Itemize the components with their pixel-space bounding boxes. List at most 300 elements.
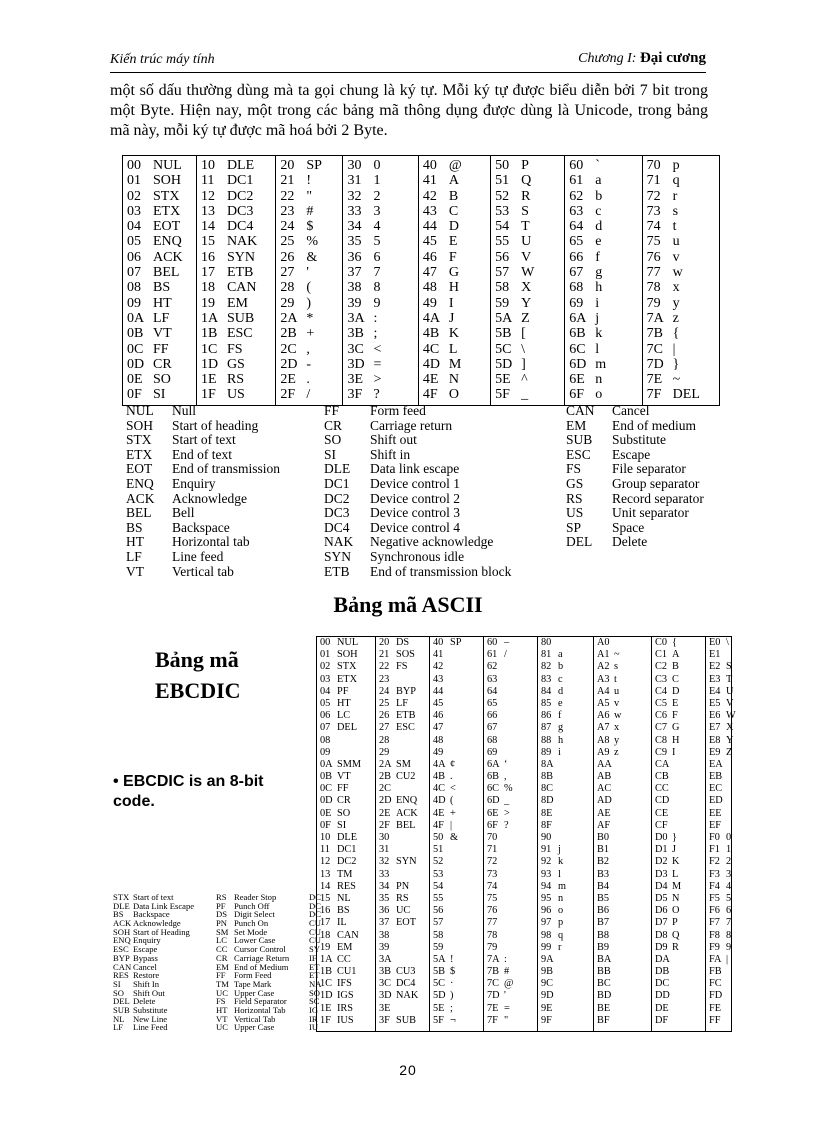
ebcdic-char: CAN	[337, 929, 359, 941]
ebcdic-code: F5	[709, 892, 720, 904]
ascii-cell	[127, 173, 192, 188]
small-legend-entry: SO	[309, 987, 320, 998]
ebcdic-cell	[652, 1015, 706, 1027]
ebcdic-cell	[706, 649, 732, 661]
ascii-code: 35	[347, 234, 362, 250]
ebcdic-cell	[652, 710, 706, 722]
ebcdic-code: A5	[597, 697, 610, 709]
ebcdic-cell	[538, 930, 594, 942]
ascii-cell	[127, 342, 192, 357]
ebcdic-cell	[430, 966, 484, 978]
ebcdic-code: E4	[709, 685, 721, 697]
small-legend-entry: CU	[309, 935, 321, 946]
ebcdic-cell	[538, 771, 594, 783]
ebcdic-code: 7F	[487, 1014, 498, 1026]
ascii-cell	[423, 357, 486, 372]
ebcdic-code: 8C	[541, 783, 554, 795]
legend-desc: File separator	[612, 461, 686, 477]
ascii-cell	[347, 173, 413, 188]
ascii-char: T	[521, 219, 530, 235]
ebcdic-code: B9	[597, 941, 610, 953]
ebcdic-code: 00	[320, 637, 331, 648]
ascii-char: SI	[153, 387, 166, 403]
ebcdic-cell	[538, 661, 594, 673]
ebcdic-code: 15	[320, 892, 331, 904]
ascii-cell	[647, 311, 715, 326]
ebcdic-code: 26	[379, 710, 390, 722]
legend-row	[324, 419, 511, 434]
ebcdic-cell	[376, 710, 430, 722]
ascii-char: !	[306, 173, 312, 189]
ascii-cell	[647, 280, 715, 295]
ascii-code: 4A	[422, 310, 440, 326]
ascii-code: 77	[646, 265, 661, 281]
ascii-cell	[495, 158, 560, 173]
ascii-char: q	[672, 173, 680, 189]
ebcdic-char: W	[726, 710, 736, 722]
small-legend-entry: Escape	[133, 944, 158, 955]
ebcdic-code: 63	[487, 673, 498, 685]
ascii-column	[123, 156, 197, 406]
ebcdic-char: &	[450, 832, 459, 843]
ascii-cell	[423, 173, 486, 188]
ebcdic-cell	[376, 966, 430, 978]
small-legend-entry: Horizontal Tab	[234, 1004, 286, 1015]
ebcdic-cell	[376, 881, 430, 893]
small-legend-entry: Restore	[133, 970, 160, 981]
ebcdic-cell	[594, 674, 652, 686]
ebcdic-cell	[538, 722, 594, 734]
ascii-char: y	[672, 295, 680, 311]
ebcdic-cell	[317, 710, 375, 722]
ascii-cell	[569, 173, 637, 188]
ascii-code: 23	[280, 203, 295, 219]
legend-row	[566, 448, 704, 463]
ascii-char: ?	[373, 387, 380, 403]
small-legend-entry: Tape Mark	[234, 978, 272, 989]
ebcdic-cell	[706, 832, 732, 844]
ebcdic-code: 94	[541, 880, 552, 892]
ascii-char: x	[672, 280, 680, 296]
ebcdic-cell	[652, 759, 706, 771]
ascii-code: 4E	[422, 372, 439, 388]
ebcdic-char: ‘	[504, 758, 508, 770]
ascii-cell	[201, 326, 271, 341]
ascii-cell	[201, 189, 271, 204]
ascii-code: 74	[646, 219, 661, 235]
ebcdic-code: 8B	[541, 771, 554, 783]
small-legend-entry: PF	[216, 900, 226, 911]
ebcdic-code: 8A	[541, 758, 554, 770]
legend-abbr: ACK	[126, 490, 155, 506]
ebcdic-code: 19	[320, 941, 331, 953]
ebcdic-code: 51	[433, 844, 444, 856]
ascii-cell	[347, 204, 413, 219]
ebcdic-char: d	[558, 685, 564, 697]
ebcdic-char: #	[504, 966, 510, 978]
ebcdic-code: D1	[655, 844, 668, 856]
ebcdic-char: IUS	[337, 1014, 354, 1026]
ascii-code: 69	[569, 295, 584, 311]
ebcdic-cell	[317, 856, 375, 868]
ascii-cell	[201, 357, 271, 372]
ebcdic-cell	[484, 649, 538, 661]
ascii-code: 6D	[569, 356, 587, 372]
ascii-char: SOH	[153, 173, 182, 189]
small-legend-entry: UC	[216, 1022, 228, 1033]
ascii-code: 42	[422, 188, 437, 204]
legend-desc: Start of text	[172, 432, 236, 448]
small-legend-entry: Reader Stop	[234, 892, 277, 902]
ebcdic-code: C2	[655, 661, 668, 673]
ascii-cell	[569, 387, 637, 402]
ebcdic-char: s	[614, 661, 619, 673]
ascii-code: 56	[495, 249, 510, 265]
ebcdic-column	[651, 637, 706, 1031]
ascii-cell	[201, 219, 271, 234]
ebcdic-char: CU1	[337, 966, 357, 978]
ebcdic-code: 0B	[320, 771, 333, 783]
ebcdic-cell	[538, 783, 594, 795]
legend-row	[324, 535, 511, 550]
ebcdic-cell	[594, 771, 652, 783]
ascii-code: 11	[200, 173, 215, 189]
ascii-code: 34	[347, 219, 362, 235]
ebcdic-cell	[538, 844, 594, 856]
legend-desc: Device control 1	[370, 475, 460, 491]
ebcdic-code: 6B	[487, 771, 500, 783]
ebcdic-char: .	[450, 771, 453, 783]
legend-abbr: ETB	[324, 563, 350, 579]
ascii-char: Z	[521, 310, 530, 326]
ascii-code: 78	[646, 280, 661, 296]
ebcdic-cell	[706, 722, 732, 734]
ascii-cell	[495, 189, 560, 204]
small-legend-entry: Digit Select	[234, 909, 275, 920]
ebcdic-char: ?	[504, 819, 509, 831]
legend-abbr: NAK	[324, 534, 354, 550]
ascii-cell	[569, 219, 637, 234]
legend-row	[126, 521, 280, 536]
ascii-cell	[569, 311, 637, 326]
ebcdic-cell	[484, 893, 538, 905]
ebcdic-cell	[484, 637, 538, 649]
ebcdic-code: E5	[709, 697, 721, 709]
ascii-code: 73	[646, 203, 661, 219]
legend-desc: Carriage return	[370, 417, 453, 433]
ebcdic-small-legend	[113, 892, 322, 1033]
ebcdic-cell	[594, 893, 652, 905]
ebcdic-code: FC	[709, 978, 722, 990]
ebcdic-cell	[484, 661, 538, 673]
ascii-cell	[423, 311, 486, 326]
ascii-code: 68	[569, 280, 584, 296]
ebcdic-char: |	[726, 953, 729, 965]
ebcdic-char: DLE	[337, 832, 358, 843]
ebcdic-cell	[430, 978, 484, 990]
ebcdic-cell	[317, 674, 375, 686]
ebcdic-cell	[317, 795, 375, 807]
ebcdic-char: L	[672, 868, 679, 880]
legend-row	[324, 550, 511, 565]
legend-abbr: DLE	[324, 461, 351, 477]
ebcdic-title-line2: EBCDIC	[155, 678, 241, 703]
ascii-code: 64	[569, 219, 584, 235]
ascii-code: 72	[646, 188, 661, 204]
legend-desc: Record separator	[612, 490, 704, 506]
legend-abbr: NUL	[126, 403, 154, 418]
ebcdic-char: q	[558, 929, 564, 941]
ebcdic-char: IFS	[337, 978, 352, 990]
ascii-code: 6C	[569, 341, 586, 357]
ebcdic-code: 5A	[433, 953, 446, 965]
ascii-char: h	[595, 280, 603, 296]
legend-abbr: CR	[324, 417, 343, 433]
legend-abbr: DC2	[324, 490, 350, 506]
ebcdic-cell	[538, 966, 594, 978]
ebcdic-cell	[430, 881, 484, 893]
ascii-char: GS	[226, 356, 245, 372]
ebcdic-cell	[317, 747, 375, 759]
legend-abbr: RS	[566, 490, 583, 506]
ascii-cell	[423, 234, 486, 249]
legend-abbr: SI	[324, 446, 337, 462]
ascii-code: 27	[280, 265, 295, 281]
ebcdic-code: 88	[541, 734, 552, 746]
ascii-char: ^	[521, 372, 528, 388]
ebcdic-code: B7	[597, 917, 610, 929]
ascii-code: 28	[280, 280, 295, 296]
ebcdic-code: 70	[487, 832, 498, 843]
ebcdic-cell	[430, 856, 484, 868]
ebcdic-char: "	[504, 1014, 509, 1026]
ascii-code: 3E	[347, 372, 364, 388]
ascii-cell	[495, 173, 560, 188]
ascii-cell	[127, 387, 192, 402]
legend-row	[324, 448, 511, 463]
legend-desc: End of medium	[612, 417, 696, 433]
ascii-code: 71	[646, 173, 661, 189]
legend-abbr: VT	[126, 563, 144, 579]
ascii-char: FS	[226, 341, 243, 357]
legend-desc: Device control 4	[370, 519, 460, 535]
ebcdic-cell	[706, 1015, 732, 1027]
ascii-cell	[280, 311, 338, 326]
legend-desc: Acknowledge	[172, 490, 247, 506]
ebcdic-char: =	[504, 1002, 510, 1014]
small-legend-entry: New Line	[133, 1013, 168, 1024]
ebcdic-cell	[706, 990, 732, 1002]
ebcdic-code: 8F	[541, 819, 552, 831]
ebcdic-cell	[706, 759, 732, 771]
ascii-code: 7E	[646, 372, 663, 388]
ebcdic-code: EC	[709, 783, 723, 795]
ascii-code: 2A	[280, 310, 298, 326]
small-legend-entry: SO	[113, 987, 124, 998]
ascii-char: V	[521, 249, 532, 265]
ebcdic-code: E7	[709, 722, 721, 734]
ebcdic-cell	[652, 661, 706, 673]
ebcdic-code: 60	[487, 637, 498, 648]
ebcdic-char: \	[726, 637, 729, 648]
ascii-cell	[201, 342, 271, 357]
ebcdic-code: 1A	[320, 953, 333, 965]
small-legend-entry: SY	[309, 944, 320, 955]
ebcdic-code: E1	[709, 649, 721, 661]
ebcdic-cell	[317, 698, 375, 710]
ebcdic-cell	[652, 735, 706, 747]
ebcdic-code: FF	[709, 1014, 721, 1026]
ebcdic-cell	[538, 893, 594, 905]
ascii-char: {	[672, 326, 680, 342]
ebcdic-code: 46	[433, 710, 444, 722]
ascii-cell	[127, 311, 192, 326]
small-legend-entry: ESC	[113, 944, 129, 955]
ebcdic-code: 5B	[433, 966, 446, 978]
ebcdic-cell	[317, 649, 375, 661]
small-legend-entry: CC	[216, 944, 228, 955]
ebcdic-code: 77	[487, 917, 498, 929]
legend-desc: Shift out	[370, 432, 417, 448]
ebcdic-code: B3	[597, 868, 610, 880]
ebcdic-code: F8	[709, 929, 720, 941]
ebcdic-char: PN	[396, 880, 410, 892]
ebcdic-code: 68	[487, 734, 498, 746]
ebcdic-column	[429, 637, 484, 1031]
small-legend-entry: VT	[216, 1013, 228, 1024]
ebcdic-code: 39	[379, 941, 390, 953]
ascii-cell	[569, 204, 637, 219]
ebcdic-char: HT	[337, 697, 351, 709]
ebcdic-char: /	[504, 649, 507, 661]
ebcdic-char: 5	[726, 892, 732, 904]
ebcdic-code: A9	[597, 746, 610, 758]
ebcdic-code: 0E	[320, 807, 332, 819]
ebcdic-code: A8	[597, 734, 610, 746]
ebcdic-code: B4	[597, 880, 610, 892]
ebcdic-cell	[317, 832, 375, 844]
ascii-cell	[347, 326, 413, 341]
ebcdic-char: n	[558, 892, 564, 904]
ascii-code: 4C	[422, 341, 440, 357]
ascii-code: 65	[569, 234, 584, 250]
ebcdic-code: 38	[379, 929, 390, 941]
ebcdic-cell	[706, 783, 732, 795]
ascii-char: r	[672, 188, 678, 204]
small-legend-entry: Form Feed	[234, 970, 272, 981]
ebcdic-char: j	[558, 844, 561, 856]
small-legend-entry: FF	[216, 970, 226, 981]
ebcdic-code: 2A	[379, 758, 392, 770]
ebcdic-char: STX	[337, 661, 357, 673]
ebcdic-cell	[594, 795, 652, 807]
ebcdic-char: SUB	[396, 1014, 417, 1026]
legend-abbr: HT	[126, 534, 144, 550]
ebcdic-code: E3	[709, 673, 721, 685]
ascii-cell	[280, 372, 338, 387]
ebcdic-cell	[430, 747, 484, 759]
ebcdic-code: C8	[655, 734, 668, 746]
legend-desc: Horizontal tab	[172, 534, 250, 550]
ebcdic-char: EOT	[396, 917, 417, 929]
ebcdic-cell	[430, 783, 484, 795]
ebcdic-cell	[376, 698, 430, 710]
ascii-code: 76	[646, 249, 661, 265]
ebcdic-cell	[376, 930, 430, 942]
ebcdic-cell	[430, 771, 484, 783]
ascii-cell	[347, 219, 413, 234]
ebcdic-code: F6	[709, 905, 720, 917]
ebcdic-code: 2E	[379, 807, 391, 819]
legend-desc: Enquiry	[172, 475, 216, 491]
ebcdic-char: RS	[396, 892, 409, 904]
ebcdic-code: 50	[433, 832, 444, 843]
ascii-code: 75	[646, 234, 661, 250]
ebcdic-cell	[376, 856, 430, 868]
ebcdic-code: EB	[709, 771, 723, 783]
ascii-column	[565, 156, 642, 406]
ascii-char: DC1	[226, 173, 254, 189]
ascii-cell	[201, 372, 271, 387]
ebcdic-cell	[317, 686, 375, 698]
ebcdic-cell	[430, 954, 484, 966]
ascii-cell	[347, 234, 413, 249]
ascii-cell	[647, 387, 715, 402]
ebcdic-char: (	[450, 795, 454, 807]
ebcdic-code: D2	[655, 856, 668, 868]
ascii-char: }	[672, 356, 680, 372]
ebcdic-code: EE	[709, 807, 722, 819]
ascii-char: u	[672, 234, 680, 250]
ebcdic-cell	[594, 917, 652, 929]
ebcdic-cell	[484, 942, 538, 954]
ebcdic-cell	[376, 1015, 430, 1027]
ebcdic-code: 37	[379, 917, 390, 929]
legend-abbr: ETX	[126, 446, 153, 462]
ebcdic-code: 54	[433, 880, 444, 892]
ascii-cell	[647, 219, 715, 234]
ascii-char: D	[448, 219, 459, 235]
ebcdic-column	[593, 637, 652, 1031]
legend-desc: Shift in	[370, 446, 411, 462]
ebcdic-cell	[430, 1003, 484, 1015]
ebcdic-cell	[706, 637, 732, 649]
ascii-cell	[201, 387, 271, 402]
ebcdic-code: 9F	[541, 1014, 552, 1026]
ebcdic-code: C5	[655, 697, 668, 709]
ascii-cell	[569, 280, 637, 295]
ascii-char: ~	[672, 372, 681, 388]
ebcdic-cell	[706, 661, 732, 673]
ebcdic-char: }	[672, 832, 677, 843]
ascii-char: C	[448, 203, 459, 219]
ebcdic-code: 48	[433, 734, 444, 746]
ascii-char: |	[672, 341, 676, 357]
ebcdic-code: AC	[597, 783, 612, 795]
ebcdic-code: 07	[320, 722, 331, 734]
ebcdic-cell	[706, 710, 736, 722]
ebcdic-cell	[652, 1003, 706, 1015]
ebcdic-cell	[317, 820, 375, 832]
ebcdic-cell	[706, 747, 732, 759]
legend-desc: Delete	[612, 534, 648, 550]
legend-row	[566, 521, 704, 536]
ebcdic-code: DF	[655, 1014, 669, 1026]
ebcdic-char: o	[558, 905, 564, 917]
ebcdic-char: F	[672, 710, 678, 722]
small-legend-entry: RS	[216, 892, 227, 902]
ebcdic-code: 28	[379, 734, 390, 746]
